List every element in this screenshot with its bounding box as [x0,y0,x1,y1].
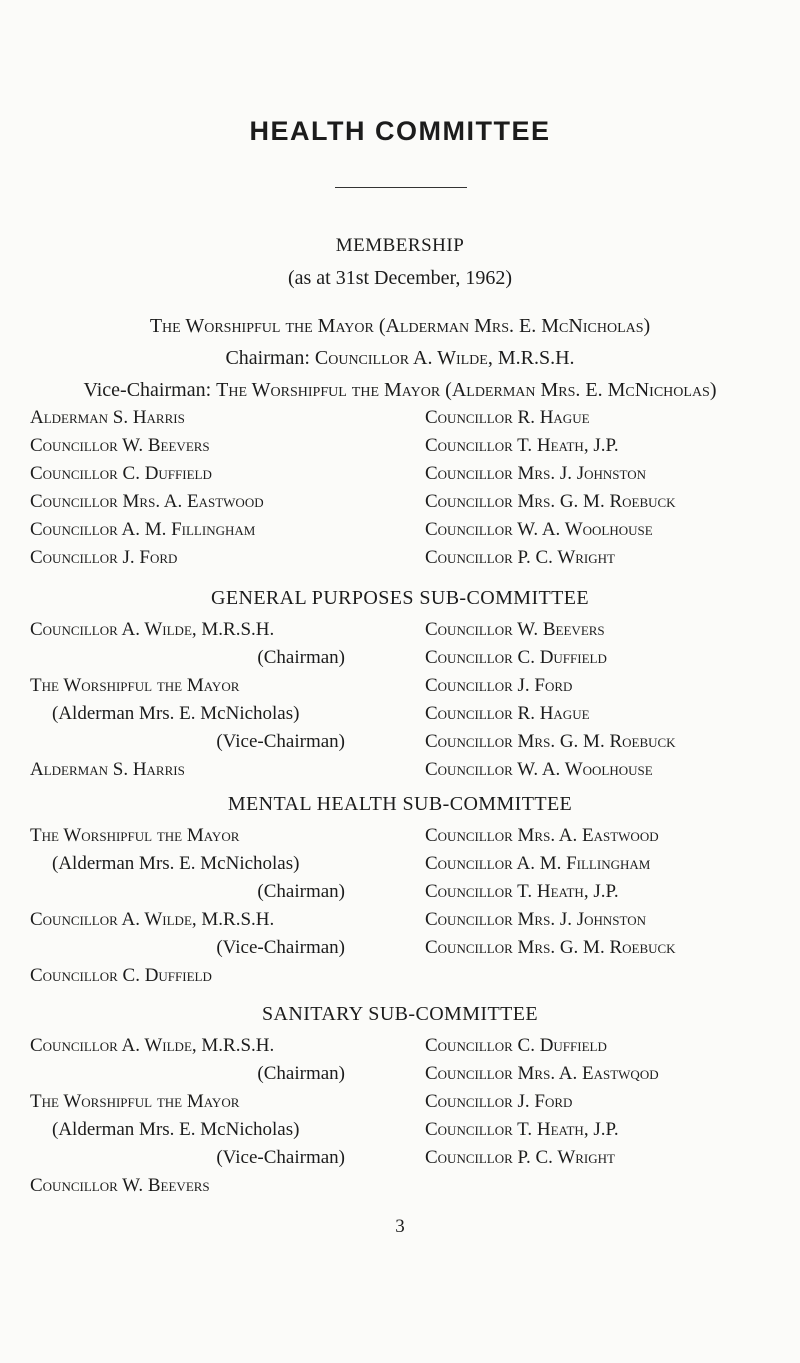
gp-note: (Alderman Mrs. E. McNicholas) [52,703,300,724]
sanitary-left-column [30,1032,345,1200]
mh-member: Councillor T. Heath, J.P. [425,881,619,902]
san-role: (Chairman) [257,1063,345,1084]
mh-entry: The Worshipful the Mayor [30,825,240,846]
mental-health-right-column [425,822,795,962]
mh-role: (Vice-Chairman) [216,937,345,958]
member-name: Councillor T. Heath, J.P. [425,435,619,456]
page-title: HEALTH COMMITTEE [249,116,551,146]
san-member: Councillor Mrs. A. Eastwqod [425,1063,659,1084]
mh-entry: Councillor C. Duffield [30,965,212,986]
member-name: Councillor C. Duffield [30,463,212,484]
mayor-line: The Worshipful the Mayor (Alderman Mrs. E. McNicholas) [149,315,651,337]
mh-member: Councillor Mrs. A. Eastwood [425,825,659,846]
gp-member: Councillor R. Hague [425,703,590,724]
san-role: (Vice-Chairman) [216,1147,345,1168]
gp-member: Councillor W. Beevers [425,619,605,640]
sanitary-heading: SANITARY SUB-COMMITTEE [262,1003,538,1025]
vice-chairman-label: Vice-Chairman: [83,379,212,401]
membership-heading: MEMBERSHIP [335,235,465,256]
mh-member: Councillor Mrs. G. M. Roebuck [425,937,676,958]
title-divider [335,187,467,188]
member-name: Councillor R. Hague [425,407,590,428]
san-entry: Councillor W. Beevers [30,1175,210,1196]
gp-entry: The Worshipful the Mayor [30,675,240,696]
gp-role: (Chairman) [257,647,345,668]
sanitary-right-column [425,1032,795,1172]
chairman-name: Councillor A. Wilde, M.R.S.H. [314,347,575,369]
gp-member: Councillor J. Ford [425,675,573,696]
member-name: Councillor P. C. Wright [425,547,615,568]
member-name: Councillor A. M. Fillingham [30,519,256,540]
san-note: (Alderman Mrs. E. McNicholas) [52,1119,300,1140]
members-right-column [425,404,795,572]
member-name: Councillor J. Ford [30,547,178,568]
page-number: 3 [395,1216,405,1237]
san-entry: Councillor A. Wilde, M.R.S.H. [30,1035,275,1056]
member-name: Councillor Mrs. J. Johnston [425,463,646,484]
mh-member: Councillor Mrs. J. Johnston [425,909,646,930]
mental-health-left-column [30,822,345,990]
mental-health-heading: MENTAL HEALTH SUB-COMMITTEE [227,793,573,815]
mh-note: (Alderman Mrs. E. McNicholas) [52,853,300,874]
member-name: Councillor Mrs. G. M. Roebuck [425,491,676,512]
member-name: Councillor Mrs. A. Eastwood [30,491,264,512]
san-member: Councillor P. C. Wright [425,1147,615,1168]
general-purposes-right-column [425,616,795,784]
gp-entry: Alderman S. Harris [30,759,185,780]
mh-role: (Chairman) [257,881,345,902]
vice-chairman-line [0,379,800,402]
san-member: Councillor T. Heath, J.P. [425,1119,619,1140]
general-purposes-left-column [30,616,345,784]
general-purposes-heading: GENERAL PURPOSES SUB-COMMITTEE [211,587,589,609]
gp-member: Councillor C. Duffield [425,647,607,668]
chairman-line [0,347,800,370]
gp-member: Councillor W. A. Woolhouse [425,759,653,780]
chairman-label: Chairman: [225,347,310,369]
members-left-column [30,404,345,572]
san-member: Councillor J. Ford [425,1091,573,1112]
member-name: Alderman S. Harris [30,407,185,428]
member-name: Councillor W. Beevers [30,435,210,456]
gp-role: (Vice-Chairman) [216,731,345,752]
gp-member: Councillor Mrs. G. M. Roebuck [425,731,676,752]
mh-member: Councillor A. M. Fillingham [425,853,651,874]
member-name: Councillor W. A. Woolhouse [425,519,653,540]
mh-entry: Councillor A. Wilde, M.R.S.H. [30,909,275,930]
san-member: Councillor C. Duffield [425,1035,607,1056]
gp-entry: Councillor A. Wilde, M.R.S.H. [30,619,275,640]
san-entry: The Worshipful the Mayor [30,1091,240,1112]
vice-chairman-name: The Worshipful the Mayor (Alderman Mrs. E. McNicholas) [216,379,717,401]
as-at-date: (as at 31st December, 1962) [287,267,513,289]
